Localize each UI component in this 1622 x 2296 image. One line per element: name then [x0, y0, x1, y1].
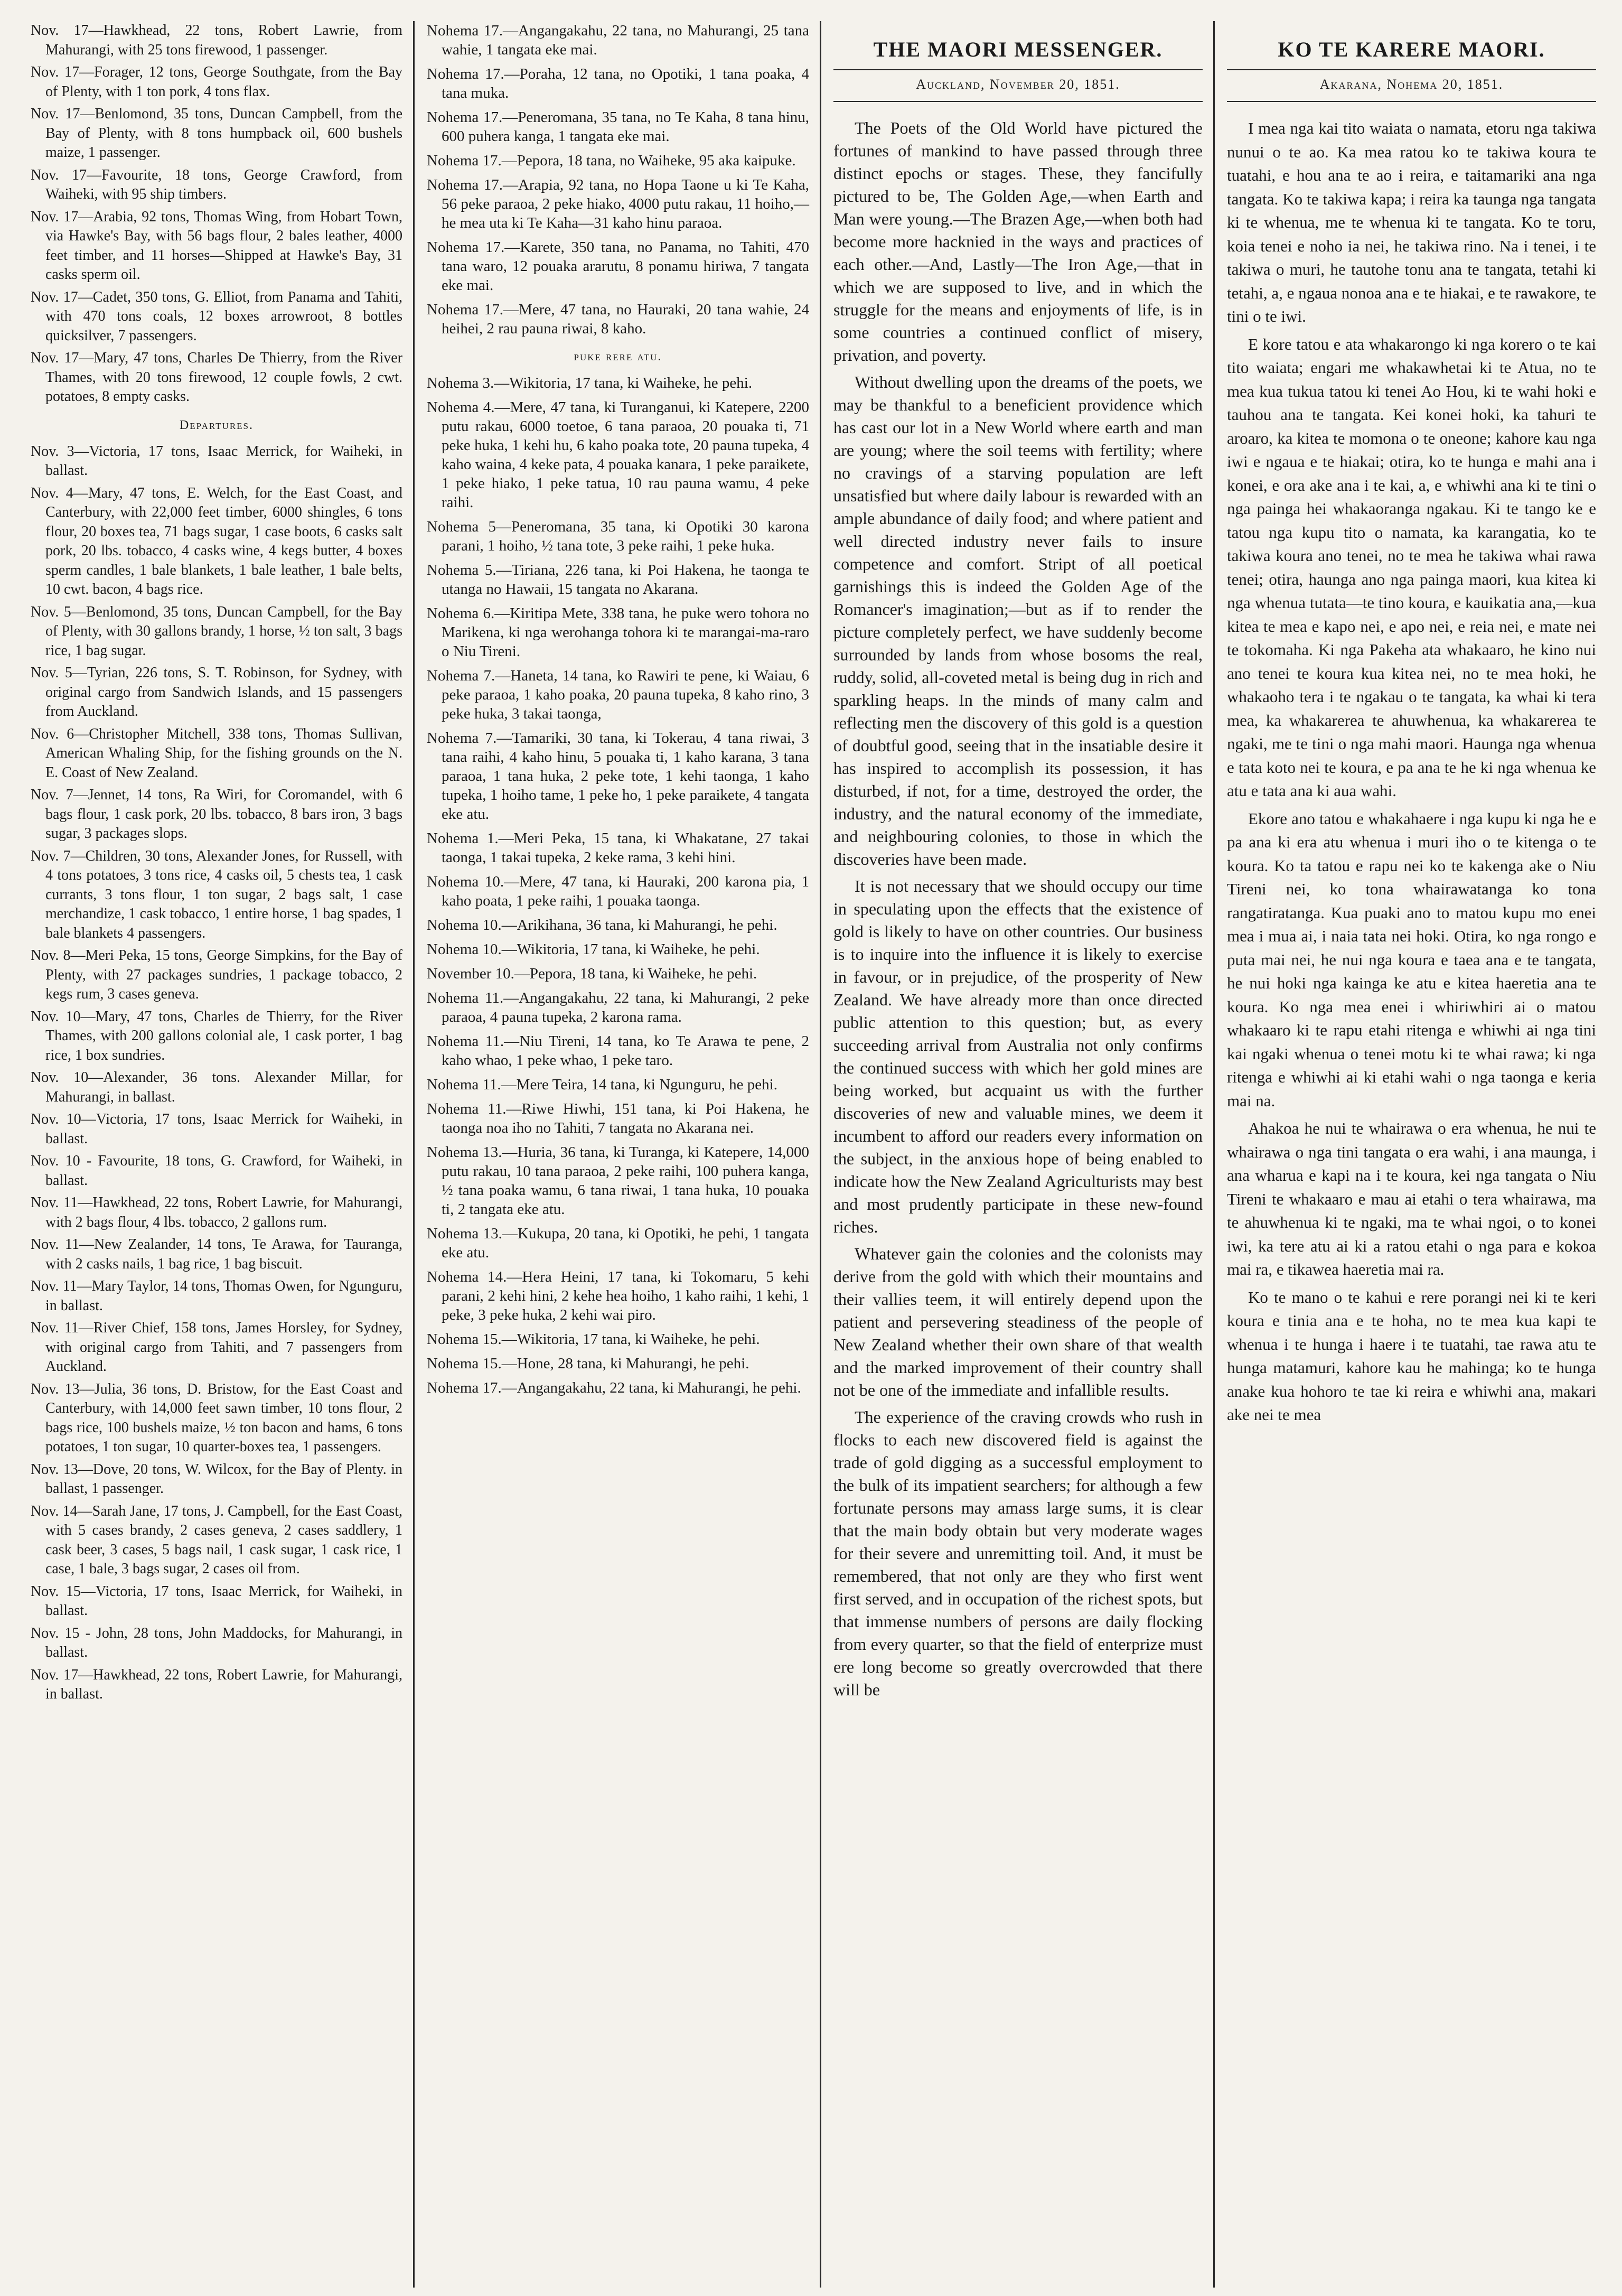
article-paragraph: The Poets of the Old World have pictured the fortunes of mankind to have passed through three distinct epochs or stages. These, they fancifully pictured to be, The Golden Age,—when Earth and Man were young.—The Brazen Age,—when both had become more hacknied in the ways and practices of each other.—And, Lastly—The Iron Age,—that in which we are supposed to live, and in which the struggle for the means and enjoyments of life, is in some countries a continued conflict of misery, privation, and poverty.	[833, 118, 1203, 365]
departure-entry: Nov. 13—Julia, 36 tons, D. Bristow, for the East Coast and Canterbury, with 14,000 feet sawn timber, 10 tons flour, 2 bags rice, 100 bushels maize, ½ ton bacon and hams, 6 tons potatoes, 1 ton sugar, 10 quarter-boxes tea, 1 passengers.	[31, 1380, 402, 1455]
maori-arrival-entry: Nohema 17.—Pepora, 18 tana, no Waiheke, 95 aka kaipuke.	[427, 152, 796, 169]
departure-entry: Nov. 5—Tyrian, 226 tons, S. T. Robinson, for Sydney, with original cargo from Sandwich Islands, and 15 passengers from Auckland.	[31, 665, 402, 720]
article-paragraph: The experience of the craving crowds who rush in flocks to each new discovered field is against the trade of gold digging as a successful employment to the bulk of its impatient searchers; for although a few fortunate persons may amass large sums, it is clear that the main body obtain but very moderate wages for their severe and unremitting toil. And, it must be remembered, that not only are they who first went first served, and in occupation of the richest spots, but that immense numbers of persons are daily flocking from every quarter, so that the field of enterprize must ere long become so greatly overcrowded that there will be	[833, 1407, 1203, 1699]
departures-list	[31, 442, 402, 1704]
departure-entry: Nov. 8—Meri Peka, 15 tons, George Simpkins, for the Bay of Plenty, with 27 packages sundries, 1 package tobacco, 2 kegs rum, 3 cases geneva.	[31, 947, 402, 1002]
english-masthead: THE MAORI MESSENGER.	[873, 38, 1163, 61]
article-paragraph: Ko te mano o te kahui e rere porangi nei ki te keri koura e tinia ana e te hoha, no te mea kua kapi te whenua i te hunga i haere i te tuatahi, tae rawa atu te hunga matamuri, kahore kau he mahinga; ko te hunga anake kua hohoro te tae ki reira e whiwhi ana, makari ake nei te mea	[1227, 1287, 1596, 1424]
departure-entry: Nov. 11—Hawkhead, 22 tons, Robert Lawrie, for Mahurangi, with 2 bags flour, 4 lbs. tobacco, 2 gallons rum.	[31, 1194, 402, 1230]
maori-departure-entry: Nohema 11.—Riwe Hiwhi, 151 tana, ki Poi Hakena, he taonga noa iho no Tahiti, 7 tangata no Akarana nei.	[427, 1100, 809, 1136]
arrival-entry: Nov. 17—Favourite, 18 tons, George Crawford, from Waiheki, with 95 ship timbers.	[31, 166, 402, 202]
english-article	[833, 117, 1203, 1701]
article-paragraph: Ekore ano tatou e whakahaere i nga kupu ki nga he e pa ana ki era atu whenua i muri iho o te kitenga o te koura. Ko ta tatou e rapu nei ko te kakenga ake o Niu Tireni nei, ko tona whairawatanga ko tona rangatiratanga. Kua puaki ano to matou kupu mo enei mea i mua ai, i naia tata nei hoki. Otira, ko nga rongo e puta mai nei, he nui nga koura e taea ana e te tangata, he nui hoki nga kainga ke atu e kitea haeretia ana te koura. Ko nga mea enei i whiriwhiri ai o matou whakaaro ki te rapu etahi ritenga e whiwhi ai nga tini kai ngaki whenua o tenei motu ki te whai rawa; ki nga ritenga e whiwhi ai ki etahi wahi o nga taonga e keria mai na.	[1227, 809, 1596, 1110]
maori-arrival-entry: Nohema 17.—Poraha, 12 tana, no Opotiki, 1 tana poaka, 4 tana muka.	[427, 66, 809, 101]
maori-arrival-entry: Nohema 17.—Arapia, 92 tana, no Hopa Taone u ki Te Kaha, 56 peke paraoa, 2 peke hiako, 4000 putu rakau, 11 hoiho,—he mea uta ki Te Kaha—31 kaho hinu paraoa.	[427, 176, 809, 231]
maori-departure-entry: Nohema 5.—Tiriana, 226 tana, ki Poi Hakena, he taonga te utanga no Hawaii, 15 tangata no Akarana.	[427, 562, 809, 598]
departure-entry: Nov. 15 - John, 28 tons, John Maddocks, for Mahurangi, in ballast.	[31, 1625, 402, 1660]
english-dateline: Auckland, November 20, 1851.	[833, 69, 1203, 102]
arrivals-list	[31, 21, 402, 407]
departure-entry: Nov. 7—Jennet, 14 tons, Ra Wiri, for Coromandel, with 6 bags flour, 1 cask pork, 20 lbs. tobacco, 8 bars iron, 3 bags sugar, 3 packages slops.	[31, 787, 402, 842]
departure-entry: Nov. 14—Sarah Jane, 17 tons, J. Campbell, for the East Coast, with 5 cases brandy, 2 cases geneva, 2 cases saddlery, 1 cask beer, 3 cases, 5 bags nail, 1 cask sugar, 1 cask rice, 1 case, 1 bale, 3 bags sugar, 2 cases oil from.	[31, 1502, 402, 1577]
departure-entry: Nov. 7—Children, 30 tons, Alexander Jones, for Russell, with 4 tons potatoes, 3 tons rice, 4 casks oil, 5 chests tea, 1 cask currants, 3 tons flour, 1 ton sugar, 2 bags salt, 1 case merchandize, 1 cask tobacco, 1 entire horse, 1 bag spades, 1 bale blankets 4 passengers.	[31, 847, 402, 941]
departure-entry: Nov. 3—Victoria, 17 tons, Isaac Merrick, for Waiheki, in ballast.	[31, 443, 402, 479]
maori-departures-heading: puke rere atu.	[574, 350, 662, 363]
article-paragraph: I mea nga kai tito waiata o namata, etoru nga takiwa nunui o te ao. Ka mea ratou ko te takiwa koura te tuatahi, e hou ana te ao i reira, e taitamariki ana nga tangata. Ko te takiwa kapa; i reira ka taunga nga tangata ki te whenua, me te whenua ki te tangata. Ko te toru, koia tenei e noho ia nei, he takiwa rino. Na i tenei, i te takiwa o muri, he tautohe tonu ana te tangata, tetahi ki tetahi, a, e ngaua nonoa ana e te hiakai, e te rawakore, te tini o te iwi.	[1227, 119, 1596, 325]
maori-departure-entry: Nohema 10.—Wikitoria, 17 tana, ki Waiheke, he pehi.	[427, 941, 760, 958]
departure-entry: Nov. 4—Mary, 47 tons, E. Welch, for the East Coast, and Canterbury, with 22,000 feet timber, 6000 shingles, 6 tons flour, 20 boxes tea, 71 bags sugar, 1 case boots, 6 casks salt pork, 20 lbs. tobacco, 4 casks wine, 4 kegs butter, 4 boxes sperm candles, 1 bale blankets, 1 bale leather, 1 bale belts, 10 cwt. bacon, 4 bags rice.	[31, 484, 402, 598]
column-rule	[820, 21, 821, 2288]
maori-arrival-entry: Nohema 17.—Mere, 47 tana, no Hauraki, 20 tana wahie, 24 heihei, 2 rau pauna riwai, 8 kaho.	[427, 301, 809, 337]
maori-departures-list	[427, 374, 809, 1397]
article-paragraph: E kore tatou e ata whakarongo ki nga korero o te kai tito waiata; engari me whakawhetai ki te Atua, no te mea kua tukua tatou ki tenei Ao Hou, ki te wahi hoki e tauhou ana te tangata. Kei konei hoki, ka tahuri te aroaro, ka kitea te momona o te oneone; kahore kau nga iwi e ngaua e te hiakai; otira, ko te hunga e mahi ana i konei, e ora ake ana i te kai, a, e whiwhi ana ki te tini o nga painga hei whakaoranga ngakau. Ki te tango ke e tatou nga kupu tito o namata, ka karangatia, ko te takiwa koura ano tenei, no te mea he takiwa whai rawa tenei; otira, haunga ano nga painga maori, kua kitea ki nga whenua tutata—te tino koura, e kauikatia ana,—kua kitea te mea e kapo nei, e apo nei, e reia nei, e mate nei te tokomaha. Ki nga Pakeha ata whakaaro, he kino nui ano tenei te koura kua kitea nei, no te mea hoki, he whakaoho tera i te ngakau o te tangata, ka whai ki tera mea, ka whakarerea te ahuwhenua, ka whakarerea te ngaki, me te tini o nga mahi maori. Haunga nga whenua e tata koto nei te koura, e pa ana te he ki nga whenua ke atu e tata ana ki aua wahi.	[1227, 334, 1596, 800]
arrival-entry: Nov. 17—Forager, 12 tons, George Southgate, from the Bay of Plenty, with 1 ton pork, 4 tons flax.	[31, 64, 402, 100]
maori-departure-entry: Nohema 10.—Arikihana, 36 tana, ki Mahurangi, he pehi.	[427, 917, 777, 934]
arrival-entry: Nov. 17—Arabia, 92 tons, Thomas Wing, from Hobart Town, via Hawke's Bay, with 56 bags flour, 2 bales leather, 4000 feet timber, and 11 horses—Shipped at Hawke's Bay, 31 casks sperm oil.	[31, 208, 402, 283]
departure-entry: Nov. 11—Mary Taylor, 14 tons, Thomas Owen, for Ngunguru, in ballast.	[31, 1278, 402, 1314]
maori-departure-entry: Nohema 7.—Haneta, 14 tana, ko Rawiri te pene, ki Waiau, 6 peke paraoa, 1 kaho poaka, 20 pauna tupeka, 8 kaho rino, 3 peke huka, 3 takai taonga,	[427, 667, 809, 722]
column-shipping-english	[21, 21, 412, 2288]
maori-departure-entry: Nohema 11.—Mere Teira, 14 tana, ki Ngunguru, he pehi.	[427, 1076, 777, 1093]
column-rule	[1213, 21, 1215, 2288]
maori-departure-entry: Nohema 15.—Wikitoria, 17 tana, ki Waiheke, he pehi.	[427, 1331, 760, 1348]
maori-departure-entry: Nohema 11.—Angangakahu, 22 tana, ki Mahurangi, 2 peke paraoa, 4 pauna tupeka, 2 karona rama.	[427, 990, 809, 1025]
maori-departure-entry: Nohema 13.—Huria, 36 tana, ki Turanga, ki Katepere, 14,000 putu rakau, 10 tana paraoa, 2 peke raihi, 100 puhera kanga, ½ tana poaka wamu, 6 tana riwai, 1 tana huka, 10 pouaka ti, 2 tangata eke atu.	[427, 1144, 809, 1218]
maori-departure-entry: Nohema 5—Peneromana, 35 tana, ki Opotiki 30 karona parani, 1 hoiho, ½ tana tote, 3 peke raihi, 1 peke huka.	[427, 518, 809, 554]
column-shipping-maori	[417, 21, 819, 2288]
departure-entry: Nov. 11—River Chief, 158 tons, James Horsley, for Sydney, with original cargo from Tahiti, and 7 passengers from Auckland.	[31, 1320, 402, 1375]
departure-entry: Nov. 13—Dove, 20 tons, W. Wilcox, for the Bay of Plenty. in ballast, 1 passenger.	[31, 1461, 402, 1497]
departure-entry: Nov. 10—Mary, 47 tons, Charles de Thierry, for the River Thames, with 200 gallons colonial ale, 1 cask porter, 1 bag rice, 1 box sundries.	[31, 1008, 402, 1063]
maori-departure-entry: Nohema 1.—Meri Peka, 15 tana, ki Whakatane, 27 takai taonga, 1 takai tupeka, 2 keke rama, 3 kehi hini.	[427, 830, 809, 866]
departure-entry: Nov. 10 - Favourite, 18 tons, G. Crawford, for Waiheki, in ballast.	[31, 1153, 402, 1189]
departure-entry: Nov. 5—Benlomond, 35 tons, Duncan Campbell, for the Bay of Plenty, with 30 gallons brandy, 1 horse, ½ ton salt, 3 bags rice, 1 bag sugar.	[31, 603, 402, 659]
departure-entry: Nov. 11—New Zealander, 14 tons, Te Arawa, for Tauranga, with 2 casks nails, 1 bag rice, 1 bag biscuit.	[31, 1236, 402, 1272]
article-paragraph: Without dwelling upon the dreams of the poets, we may be thankful to a beneficient providence which has cast our lot in a New World where earth and man are young; where the soil teems with fertility; where no cravings of a starving population are left unsatisfied but where daily labour is rewarded with an ample abundance of daily food; and where patient and well directed industry never fails to insure competence and comfort. Stript of all poetical garnishings this is indeed the Golden Age of the Romancer's imagination;—but as if to render the picture completely perfect, we have suddenly become surrounded by lands from whose bosoms the real, ruddy, solid, all-coveted metal is being dug in rich and sparkling heaps. In the minds of many calm and reflecting men the discovery of this gold is a question of doubtful good, seeing that in the insatiable desire it has inspired to accomplish its possession, it has disturbed, if not, for a time, destroyed the order, the industry, and the natural economy of the immediate, and neighbouring colonies, to those in which the discoveries have been made.	[833, 372, 1203, 869]
column-editorial-english	[824, 21, 1212, 2288]
maori-departure-entry: Nohema 15.—Hone, 28 tana, ki Mahurangi, he pehi.	[427, 1355, 749, 1372]
maori-departure-entry: Nohema 11.—Niu Tireni, 14 tana, ko Te Arawa te pene, 2 kaho whao, 1 peke whao, 1 peke taro.	[427, 1033, 809, 1069]
maori-masthead: KO TE KARERE MAORI.	[1278, 38, 1545, 61]
article-paragraph: It is not necessary that we should occupy our time in speculating upon the effects that the existence of gold is likely to have on other countries. Our business is to inquire into the influence it is likely to exercise in favour, or in prejudice, of the prosperity of New Zealand. We have already more than once directed public attention to this question; but, as every succeeding arrival from Australia not only confirms the continued success with which her gold mines are being worked, but acquaint us with the further discoveries of new and valuable mines, we deem it incumbent to afford our readers every information on the subject, in the anxious hope of being enabled to indicate how the New Zealand Agriculturists may best and most prudently participate in these new-found riches.	[833, 876, 1203, 1236]
maori-departure-entry: November 10.—Pepora, 18 tana, ki Waiheke, he pehi.	[427, 965, 757, 982]
departure-entry: Nov. 10—Victoria, 17 tons, Isaac Merrick for Waiheki, in ballast.	[31, 1111, 402, 1147]
departure-entry: Nov. 6—Christopher Mitchell, 338 tons, Thomas Sullivan, American Whaling Ship, for the fishing grounds on the N. E. Coast of New Zealand.	[31, 725, 402, 781]
maori-departure-entry: Nohema 17.—Angangakahu, 22 tana, ki Mahurangi, he pehi.	[427, 1379, 801, 1396]
arrival-entry: Nov. 17—Benlomond, 35 tons, Duncan Campbell, from the Bay of Plenty, with 8 tons humpback oil, 600 bushels maize, 1 passenger.	[31, 106, 402, 161]
article-paragraph: Ahakoa he nui te whairawa o era whenua, he nui te whairawa o nga tini tangata o era wahi, i ana maunga, i ana wharua e kapi na i te koura, kei nga tangata o Niu Tireni te whakaaro e mau ai etahi o tera whairawa, ma te ahuwhenua ki te ngaki, ma te whai ngoi, o to konei iwi, ka tere atu ai ki a ratou etahi o nga para e kokoa mai ra, e tikawea haeretia mai ra.	[1227, 1119, 1596, 1278]
maori-arrivals-list	[427, 21, 809, 338]
arrival-entry: Nov. 17—Mary, 47 tons, Charles De Thierry, from the River Thames, with 20 tons firewood, 12 couple fowls, 2 cwt. potatoes, 8 empty casks.	[31, 350, 402, 405]
maori-departure-entry: Nohema 13.—Kukupa, 20 tana, ki Opotiki, he pehi, 1 tangata eke atu.	[427, 1225, 809, 1261]
arrival-entry: Nov. 17—Cadet, 350 tons, G. Elliot, from Panama and Tahiti, with 470 tons coals, 12 boxes arrowroot, 8 bottles quicksilver, 7 passengers.	[31, 288, 402, 344]
maori-arrival-entry: Nohema 17.—Peneromana, 35 tana, no Te Kaha, 8 tana hinu, 600 puhera kanga, 1 tangata eke mai.	[427, 109, 809, 145]
column-rule	[413, 21, 415, 2288]
maori-departure-entry: Nohema 4.—Mere, 47 tana, ki Turanganui, ki Katepere, 2200 putu rakau, 6000 toetoe, 6 tana paraoa, 20 pouaka ti, 71 peke huka, 1 kehi hu, 6 kaho poaka tote, 20 pauna tupeka, 4 kaho waina, 4 keke pata, 4 pouaka kanara, 1 peke paraikete, 1 peke hiako, 1 peke tatua, 10 rau pauna wamu, 4 peke raihi.	[427, 399, 809, 511]
maori-departure-entry: Nohema 14.—Hera Heini, 17 tana, ki Tokomaru, 5 kehi parani, 2 kehi hini, 2 kehe hea hoiho, 1 kaho raihi, 1 kehi, 1 peke, 3 peke huka, 2 kehi wai piro.	[427, 1268, 809, 1323]
maori-arrival-entry: Nohema 17.—Angangakahu, 22 tana, no Mahurangi, 25 tana wahie, 1 tangata eke mai.	[427, 22, 809, 58]
departures-heading: Departures.	[179, 418, 254, 432]
arrival-entry: Nov. 17—Hawkhead, 22 tons, Robert Lawrie, from Mahurangi, with 25 tons firewood, 1 passenger.	[31, 22, 402, 58]
maori-departure-entry: Nohema 10.—Mere, 47 tana, ki Hauraki, 200 karona pia, 1 kaho poata, 1 peke raihi, 1 pouaka taonga.	[427, 873, 809, 909]
departure-entry: Nov. 10—Alexander, 36 tons. Alexander Millar, for Mahurangi, in ballast.	[31, 1069, 402, 1105]
maori-departure-entry: Nohema 7.—Tamariki, 30 tana, ki Tokerau, 4 tana riwai, 3 tana raihi, 4 kaho hinu, 5 pouaka ti, 1 kaho karana, 3 tana paraoa, 1 tana huka, 2 peke tote, 1 kehi taonga, 1 kaho tupeka, 1 hoiho tame, 1 peke ho, 1 peke paraikete, 4 tangata eke atu.	[427, 730, 809, 823]
maori-departure-entry: Nohema 6.—Kiritipa Mete, 338 tana, he puke wero tohora no Marikena, ki nga werohanga tohora ki te marangai-ma-raro o Niu Tireni.	[427, 605, 809, 660]
departure-entry: Nov. 17—Hawkhead, 22 tons, Robert Lawrie, for Mahurangi, in ballast.	[31, 1666, 402, 1702]
maori-article	[1227, 117, 1596, 1427]
departure-entry: Nov. 15—Victoria, 17 tons, Isaac Merrick, for Waiheki, in ballast.	[31, 1583, 402, 1619]
article-paragraph: Whatever gain the colonies and the colonists may derive from the gold with which their mountains and their vallies teem, it will entirely depend upon the patient and persevering steadiness of the people of New Zealand whether their own share of that wealth and the marked improvement of their country shall not be one of the immediate and infallible results.	[833, 1244, 1203, 1399]
maori-departure-entry: Nohema 3.—Wikitoria, 17 tana, ki Waiheke, he pehi.	[427, 375, 753, 391]
column-editorial-maori	[1217, 21, 1606, 2288]
maori-arrival-entry: Nohema 17.—Karete, 350 tana, no Panama, no Tahiti, 470 tana waro, 12 pouaka ararutu, 8 ponamu hiriwa, 7 tangata eke mai.	[427, 239, 809, 294]
maori-dateline: Akarana, Nohema 20, 1851.	[1227, 69, 1596, 102]
